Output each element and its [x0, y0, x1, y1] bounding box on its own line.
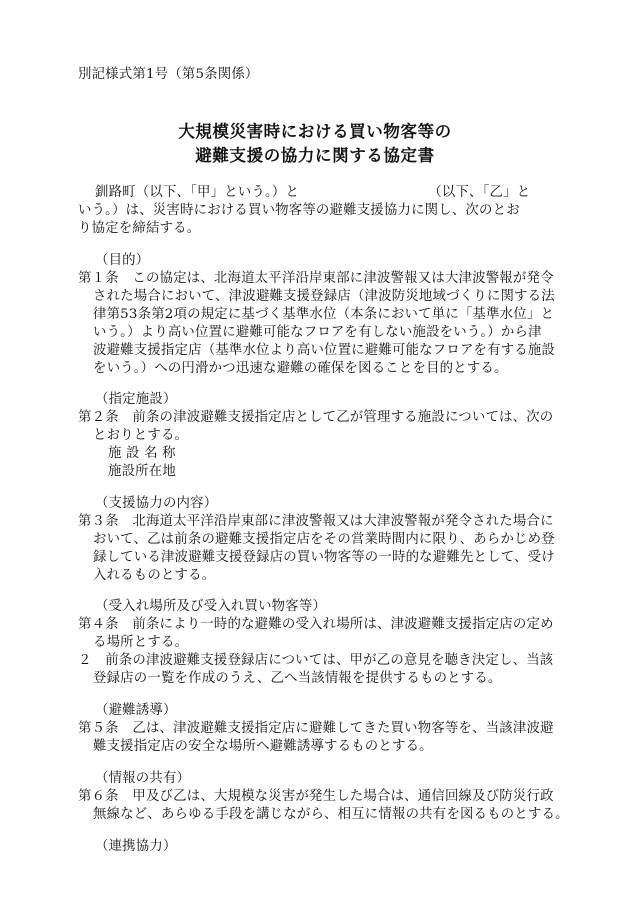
article-3-line-4: 入れるものとする。 [93, 568, 216, 583]
article-1-line-2: された場合において、津波避難支援登録店（津波防災地域づくりに関する法 [93, 289, 555, 304]
article-4-line-2: る場所とする。 [93, 635, 189, 650]
article-1-line-1: 第１条 この協定は、北海道太平洋沿岸東部に津波警報又は大津波警報が発令 [78, 271, 554, 286]
article-3-heading: （支援協力の内容） [95, 496, 218, 511]
article-6-line-1: 第６条 甲及び乙は、大規模な災害が発生した場合は、通信回線及び防災行政 [78, 789, 554, 804]
preamble-line-3: り協定を締結する。 [78, 221, 201, 236]
document-title-line-2: 避難支援の協力に関する協定書 [195, 146, 435, 165]
article-5-line-1: 第５条 乙は、津波避難支援指定店に避難してきた買い物客等を、当該津波避 [78, 721, 554, 736]
article-3-line-2: おいて、乙は前条の避難支援指定店をその営業時間内に限り、あらかじめ登 [93, 532, 555, 547]
article-2-line-1: 第２条 前条の津波避難支援指定店として乙が管理する施設については、次の [78, 410, 554, 425]
article-1-heading: （目的） [95, 253, 150, 268]
article-4-paragraph-2-line-2: 登録店の一覧を作成のうえ、乙へ当該情報を提供するものとする。 [93, 671, 502, 686]
article-2-heading: （指定施設） [95, 392, 177, 407]
preamble-line-1: 釧路町（以下、「甲」という。）と （以下、「乙」と [95, 185, 531, 200]
article-4-line-1: 第４条 前条により一時的な避難の受入れ場所は、津波避難支援指定店の定め [78, 617, 554, 632]
article-1-line-3: 律第53条第2項の規定に基づく基準水位（本条において単に「基準水位」と [93, 307, 555, 322]
facility-address-label: 施設所在地 [108, 464, 176, 479]
document-title-line-1: 大規模災害時における買い物客等の [178, 122, 452, 141]
article-6-line-2: 無線など、あらゆる手段を講じながら、相互に情報の共有を図るものとする。 [93, 807, 569, 822]
article-4-paragraph-2-line-1: ２ 前条の津波避難支援登録店については、甲が乙の意見を聴き決定し、当該 [78, 653, 554, 668]
form-number-label: 別記様式第1号（第5条関係） [78, 67, 259, 82]
article-1-line-4: いう。）より高い位置に避難可能なフロアを有しない施設をいう。）から津 [93, 325, 542, 340]
article-2-line-2: とおりとする。 [93, 428, 189, 443]
article-7-heading: （連携協力） [95, 839, 177, 854]
article-6-heading: （情報の共有） [95, 771, 191, 786]
article-5-heading: （避難誘導） [95, 703, 177, 718]
article-3-line-1: 第３条 北海道太平洋沿岸東部に津波警報又は大津波警報が発令された場合に [78, 514, 554, 529]
preamble-line-2: いう。）は、災害時における買い物客等の避難支援協力に関し、次のとお [78, 203, 520, 218]
facility-name-label: 施 設 名 称 [108, 446, 176, 461]
article-5-line-2: 難支援指定店の安全な場所へ避難誘導するものとする。 [93, 739, 433, 754]
article-1-line-5: 波避難支援指定店（基準水位より高い位置に避難可能なフロアを有する施設 [93, 343, 556, 358]
article-4-heading: （受入れ場所及び受入れ買い物客等） [95, 599, 327, 614]
article-3-line-3: 録している津波避難支援登録店の買い物客等の一時的な避難先として、受け [93, 550, 555, 565]
article-1-line-6: をいう。）への円滑かつ迅速な避難の確保を図ることを目的とする。 [93, 361, 508, 376]
